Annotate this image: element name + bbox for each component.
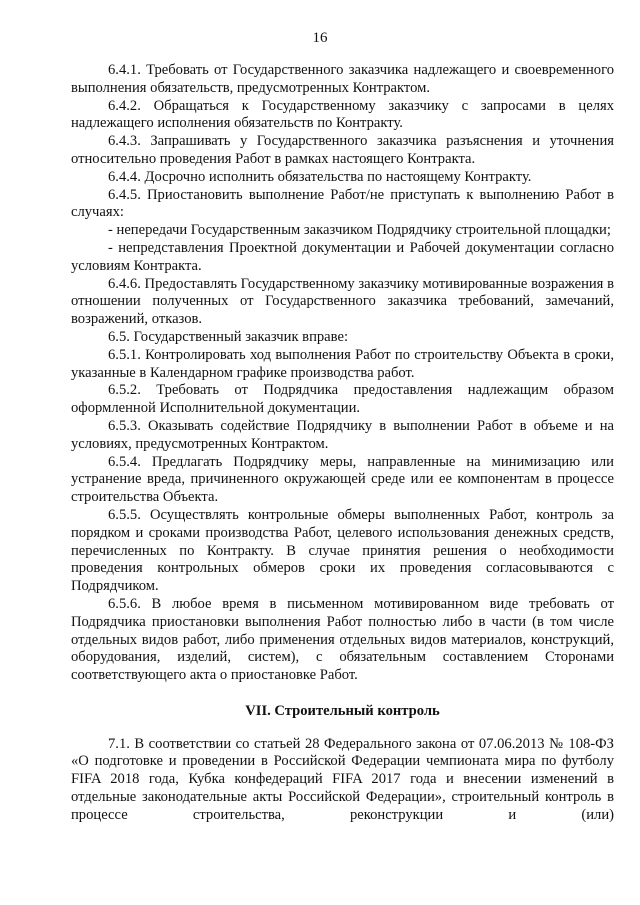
page-number: 16 bbox=[312, 30, 328, 46]
clause-6-4-6: 6.4.6. Предоставлять Государственному заказчику мотивированные возражения в отношении полученных от Государственного заказчика требований, замечаний, возражений, отказов. bbox=[71, 275, 614, 328]
clause-6-4-1: 6.4.1. Требовать от Государственного заказчика надлежащего и своевременного выполнения обязательств, предусмотренных Контрактом. bbox=[71, 62, 614, 96]
clause-7-1: 7.1. В соответствии со статьей 28 Федерального закона от 07.06.2013 № 108-ФЗ «О подготовке и проведении в Российской Федерации чемпионата мира по футболу FIFA 2018 года, Кубка конфедераций FIFA 2017 года и внесении изменений в отдельные законодательные акты Российской Федерации», строительный контроль в процессе строительства, реконструкции и (или) bbox=[71, 735, 614, 823]
clause-6-5-4: 6.5.4. Предлагать Подрядчику меры, направленные на минимизацию или устранение вреда, причиненного окружающей среде или ее компонентам в процессе строительства Объекта. bbox=[71, 453, 614, 506]
clause-6-4-2: 6.4.2. Обращаться к Государственному заказчику с запросами в целях надлежащего исполнения обязательств по Контракту. bbox=[71, 97, 614, 132]
clause-6-4-5-item-2: - непредставления Проектной документации и Рабочей документации согласно условиям Контракта. bbox=[71, 239, 614, 274]
clause-6-4-4: 6.4.4. Досрочно исполнить обязательства по настоящему Контракту. bbox=[108, 168, 532, 185]
clause-6-5: 6.5. Государственный заказчик вправе: bbox=[108, 328, 348, 345]
clause-6-5-6: 6.5.6. В любое время в письменном мотивированном виде требовать от Подрядчика приостановки выполнения Работ полностью либо в части (в том числе отдельных видов работ, либо применения отдельных видов материалов, конструкций, оборудования, изделий, систем), с обязательным составлением Сторонами соответствующего акта о приостановке Работ. bbox=[71, 595, 614, 684]
clause-6-4-3: 6.4.3. Запрашивать у Государственного заказчика разъяснения и уточнения относительно проведения Работ в рамках настоящего Контракта. bbox=[71, 133, 614, 167]
clause-6-5-3: 6.5.3. Оказывать содействие Подрядчику в выполнении Работ в объеме и на условиях, предусмотренных Контрактом. bbox=[71, 417, 614, 452]
clause-6-4-5-item-1: - непередачи Государственным заказчиком Подрядчику строительной площадки; bbox=[108, 222, 611, 239]
clause-6-5-2: 6.5.2. Требовать от Подрядчика предоставления надлежащим образом оформленной Исполнительной документации. bbox=[71, 382, 614, 417]
section-heading: VII. Строительный контроль bbox=[245, 702, 440, 719]
clause-6-5-1: 6.5.1. Контролировать ход выполнения Работ по строительству Объекта в сроки, указанные в Календарном графике производства работ. bbox=[71, 346, 614, 381]
document-body bbox=[71, 62, 614, 825]
clause-6-4-5: 6.4.5. Приостановить выполнение Работ/не приступать к выполнению Работ в случаях: bbox=[71, 186, 614, 221]
clause-6-5-5: 6.5.5. Осуществлять контрольные обмеры выполненных Работ, контроль за порядком и сроками производства Работ, целевого использования денежных средств, перечисленных по Контракту. В случае принятия решения о необходимости проведения контрольных обмеров сроки их проведения согласовываются с Подрядчиком. bbox=[71, 506, 614, 595]
